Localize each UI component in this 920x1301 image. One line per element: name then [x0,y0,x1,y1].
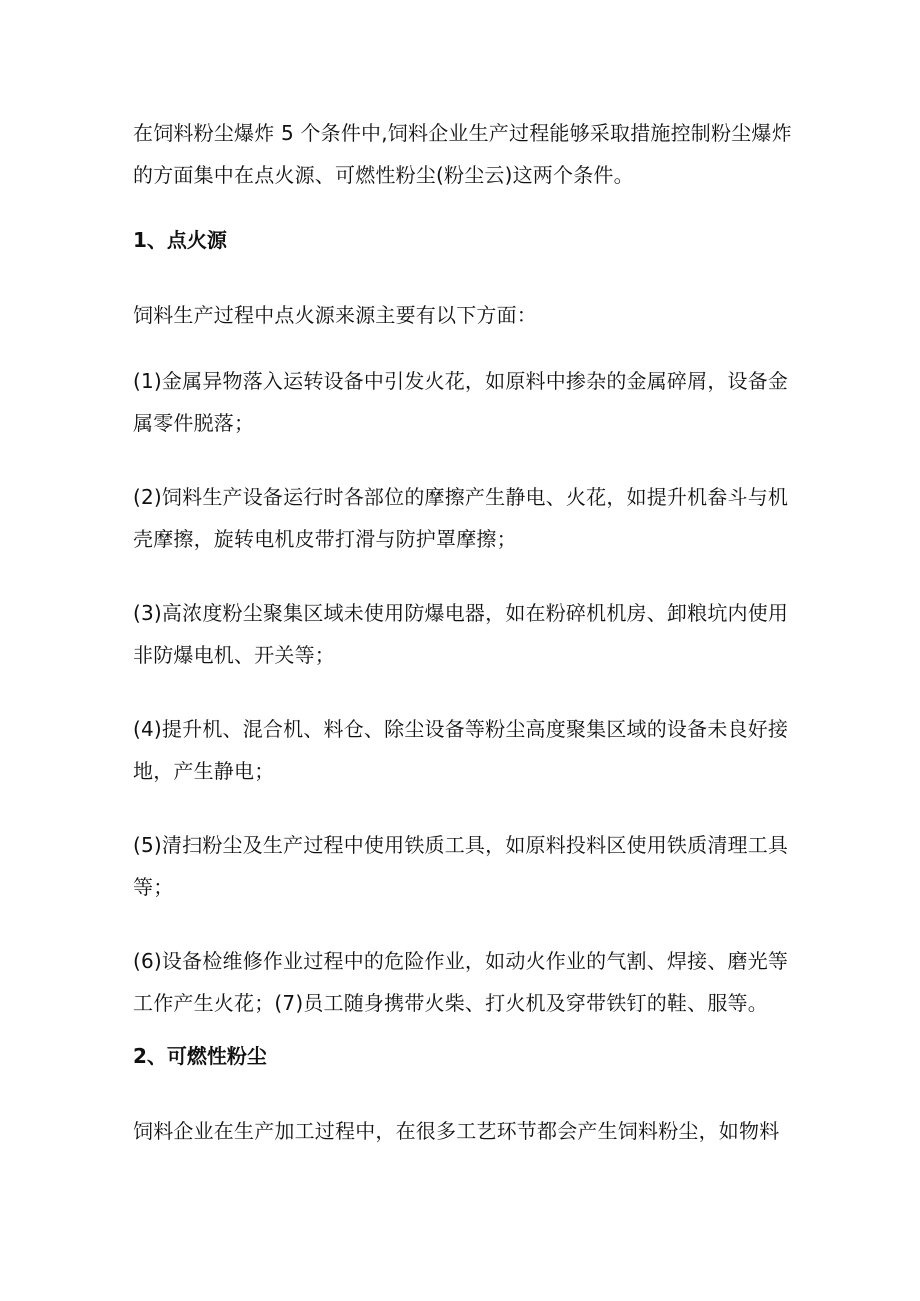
section-heading-combustible-dust: 2、可燃性粉尘 [133,1044,267,1068]
document-body [133,112,793,1184]
list-item-ignition-3: (3)高浓度粉尘聚集区域未使用防爆电器，如在粉碎机机房、卸粮坑内使用非防爆电机、开关等； [133,601,789,667]
list-item-ignition-6: (6)设备检维修作业过程中的危险作业，如动火作业的气割、焊接、磨光等工作产生火花；(7)员工随身携带火柴、打火机及穿带铁钉的鞋、服等。 [133,949,789,1015]
ignition-lead-paragraph: 饲料生产过程中点火源来源主要有以下方面： [133,303,537,327]
list-item-ignition-2: (2)饲料生产设备运行时各部位的摩擦产生静电、火花，如提升机畚斗与机壳摩擦，旋转电机皮带打滑与防护罩摩擦； [133,485,789,551]
list-item-ignition-4: (4)提升机、混合机、料仓、除尘设备等粉尘高度聚集区域的设备未良好接地，产生静电； [133,717,789,783]
list-item-ignition-5: (5)清扫粉尘及生产过程中使用铁质工具，如原料投料区使用铁质清理工具等； [133,833,789,899]
intro-paragraph: 在饲料粉尘爆炸 5 个条件中,饲料企业生产过程能够采取措施控制粉尘爆炸的方面集中在点火源、可燃性粉尘(粉尘云)这两个条件。 [133,121,792,187]
list-item-ignition-1: (1)金属异物落入运转设备中引发火花，如原料中掺杂的金属碎屑，设备金属零件脱落； [133,369,789,435]
combustible-dust-paragraph: 饲料企业在生产加工过程中，在很多工艺环节都会产生饲料粉尘，如物料 [133,1119,780,1143]
section-heading-ignition-source: 1、点火源 [133,228,227,252]
